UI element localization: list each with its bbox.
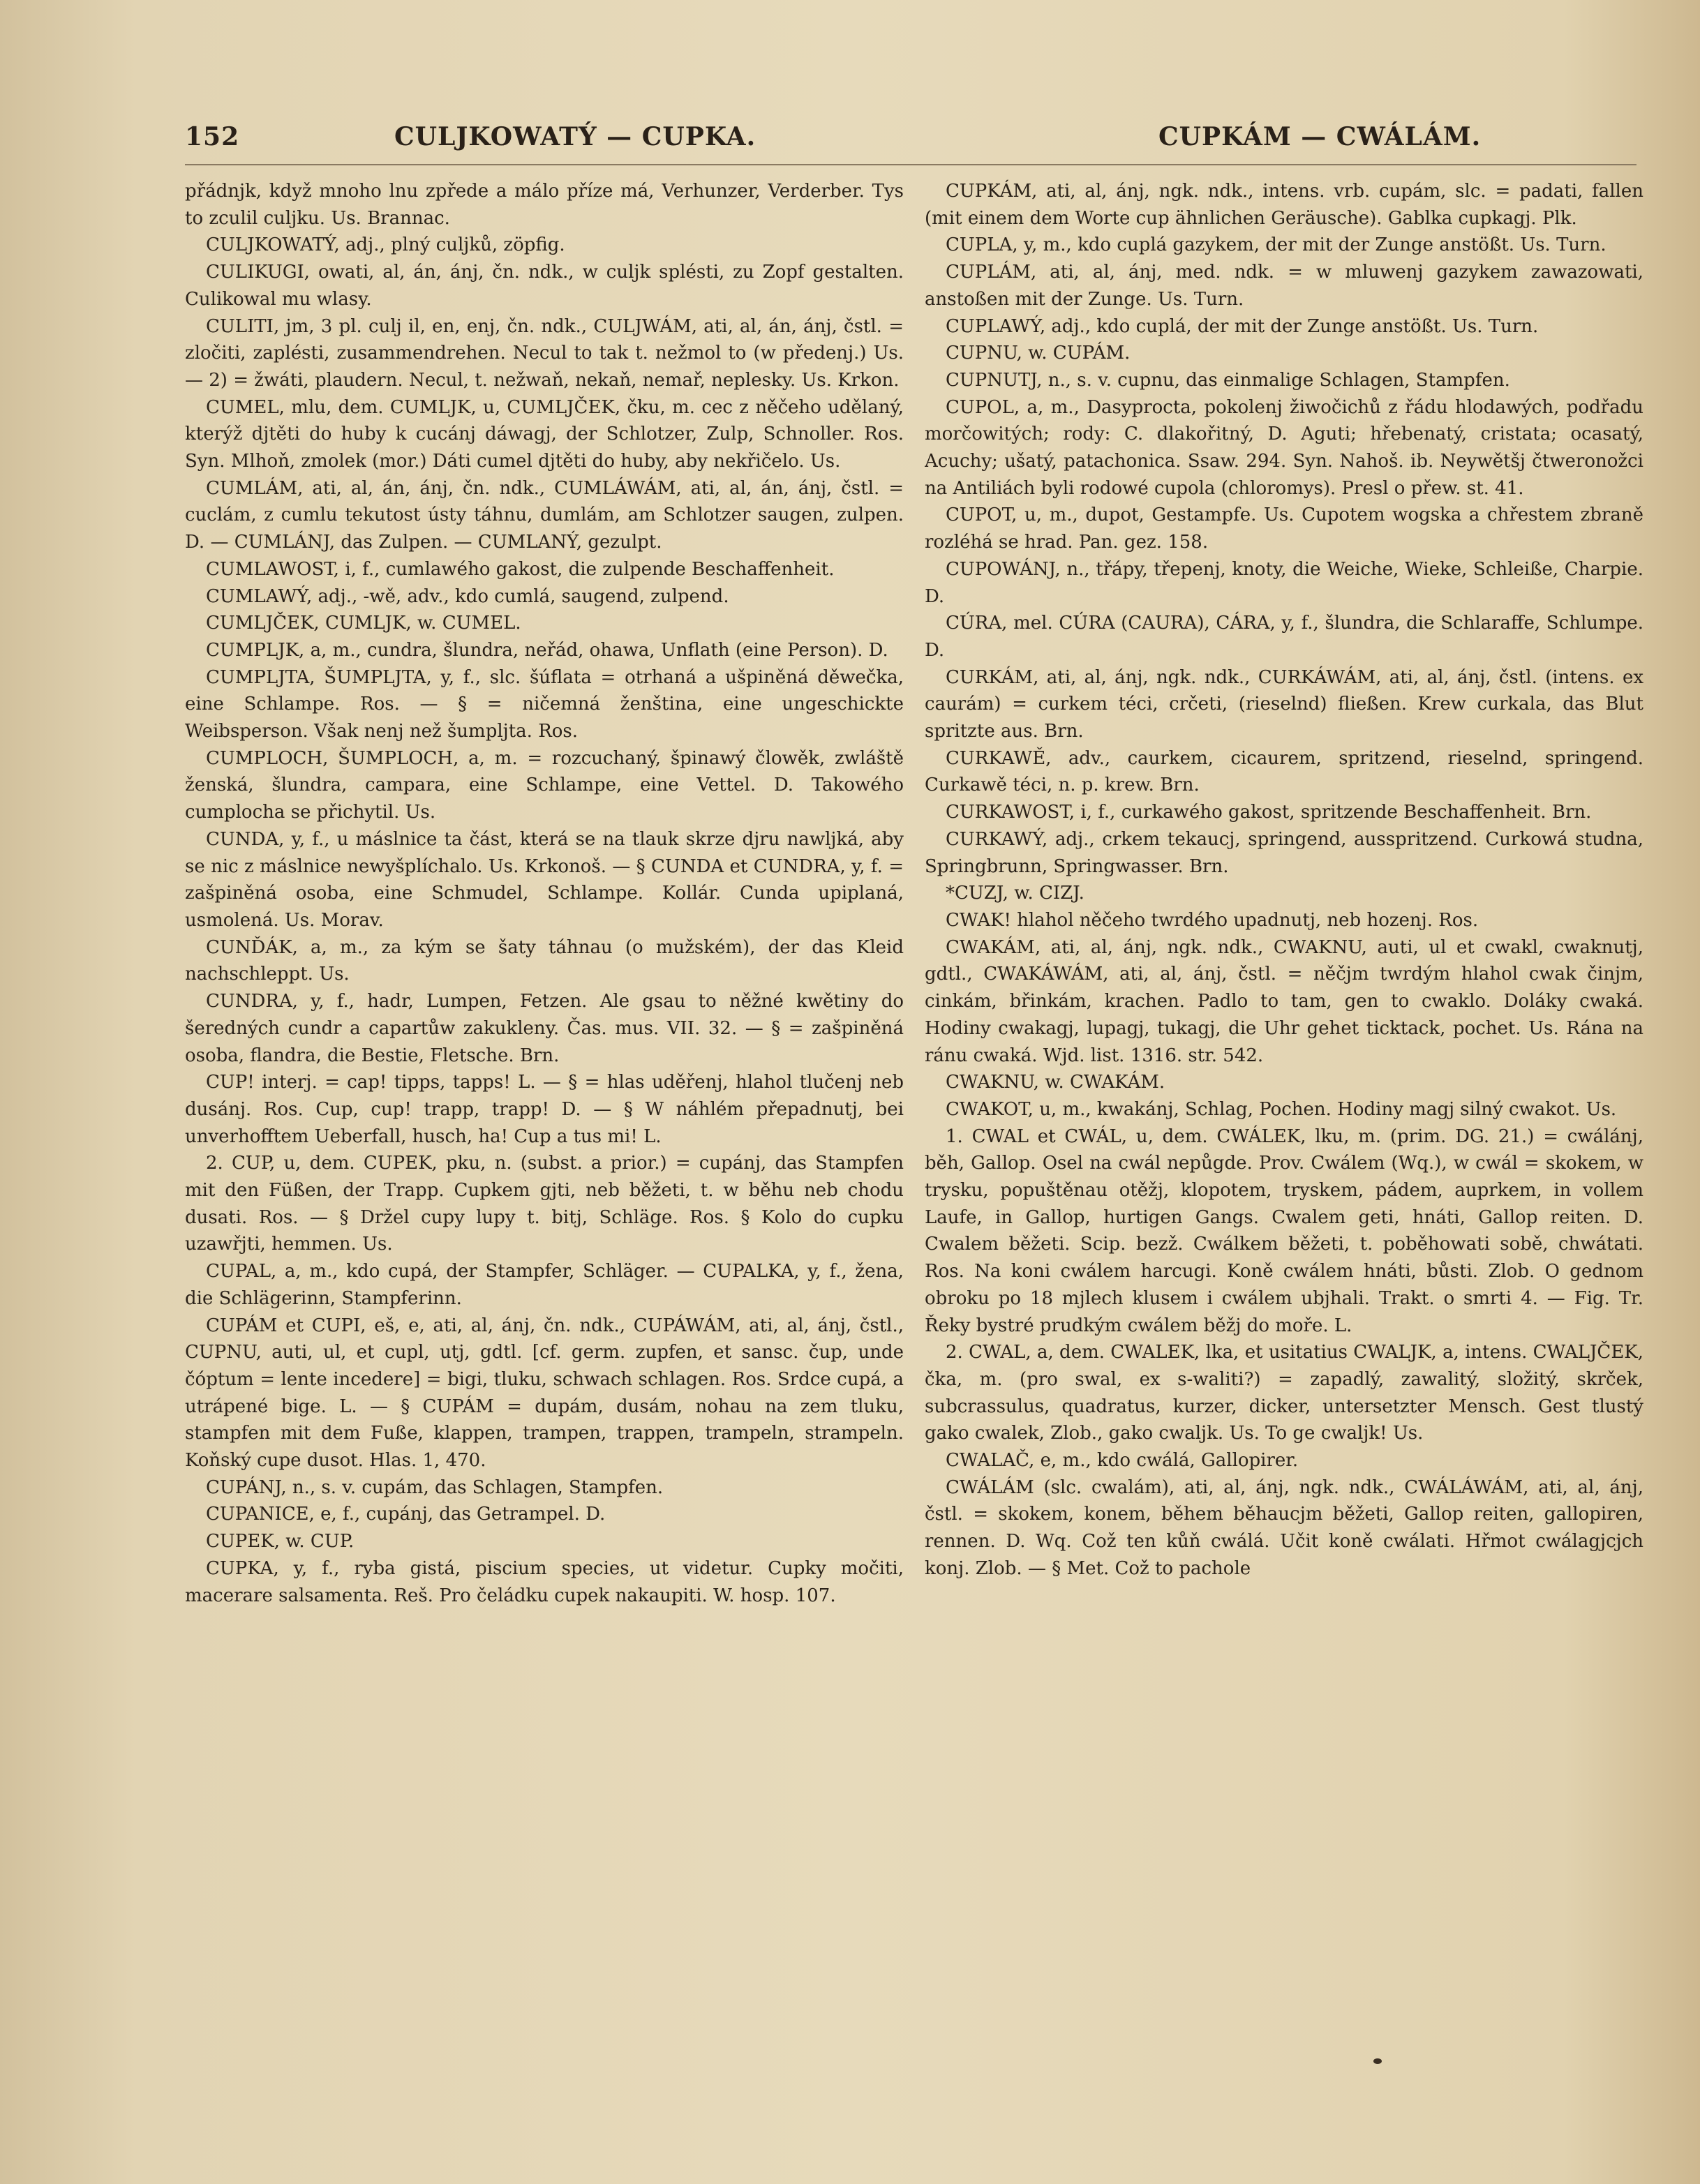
page-number: 152 bbox=[185, 122, 240, 151]
entry-paragraph: CUMPLJK, a, m., cundra, šlundra, neřád, ohawa, Unflath (eine Person). D. bbox=[206, 639, 888, 661]
entry-paragraph: přádnjk, když mnoho lnu zpřede a málo příze má, Verhunzer, Verderber. Tys to zculil culjku. Us. Brannac. bbox=[185, 181, 904, 229]
left-running-title: CULJKOWATÝ — CUPKA. bbox=[394, 122, 756, 151]
entry-paragraph: CWÁLÁM (slc. cwalám), ati, al, ánj, ngk. ndk., CWÁLÁWÁM, ati, al, ánj, čstl. = skokem, konem, během běhaucjm běžeti, Gallop reiten, gallopiren, rennen. D. Wq. Což ten kůň cwálá. Učit koně cwálati. Hřmot cwálagjcjch konj. Zlob. — § Met. Což to pachole bbox=[925, 1476, 1643, 1579]
entry-paragraph: CUPNU, w. CUPÁM. bbox=[946, 343, 1131, 364]
entry-paragraph: CUNĎÁK, a, m., za kým se šaty táhnau (o mužském), der das Kleid nachschleppt. Us. bbox=[185, 936, 904, 985]
entry-paragraph: 1. CWAL et CWÁL, u, dem. CWÁLEK, lku, m. (prim. DG. 21.) = cwálánj, běh, Gallop. Osel na cwál nepůgde. Prov. Cwálem (Wq.), w cwál = skokem, w trysku, popuštěnau otěžj, klopotem, tryskem, pádem, auprkem, in vollem Laufe, in Gallop, hurtigen Gangs. Cwalem geti, hnáti, Gallop reiten. D. Cwalem běžeti. Scip. bezž. Cwálkem běžeti, t. poběhowati sobě, chwátati. Ros. Na koni cwálem harcugi. Koně cwálem hnáti, bůsti. Zlob. O gednom obroku po 18 mjlech klusem i cwálem ubjhali. Trakt. o smrti 4. — Fig. Tr. Řeky bystré prudkým cwálem běžj do moře. L. bbox=[925, 1125, 1643, 1336]
entry-paragraph: CUP! interj. = cap! tipps, tapps! L. — § = hlas uděřenj, hlahol tlučenj neb dusánj. Ros. Cup, cup! trapp, trapp! D. — § W náhlém přepadnutj, bei unverhofftem Ueberfall, husch, ha! Cup a tus mi! L. bbox=[185, 1072, 904, 1147]
entry-paragraph: 2. CUP, u, dem. CUPEK, pku, n. (subst. a prior.) = cupánj, das Stampfen mit den Füßen, der Trapp. Cupkem gjti, neb běžeti, t. w běhu neb chodu dusati. Ros. — § Držel cupy lupy t. bitj, Schläge. Ros. § Kolo do cupku uzawřjti, hemmen. Us. bbox=[185, 1153, 904, 1255]
entry-paragraph: *CUZJ, w. CIZJ. bbox=[946, 883, 1084, 904]
entry-paragraph: CWAK! hlahol něčeho twrdého upadnutj, neb hozenj. Ros. bbox=[946, 909, 1479, 931]
entry-paragraph: CUMLÁM, ati, al, án, ánj, čn. ndk., CUMLÁWÁM, ati, al, án, ánj, čstl. = cuclám, z cumlu tekutost ústy táhnu, dumlám, am Schlotzer saugen, zulpen. D. — CUMLÁNJ, das Zulpen. — CUMLANÝ, gezulpt. bbox=[185, 477, 904, 553]
entry-paragraph: CUMLAWÝ, adj., -wě, adv., kdo cumlá, saugend, zulpend. bbox=[206, 585, 729, 607]
entry-paragraph: CUPLÁM, ati, al, ánj, med. ndk. = w mluwenj gazykem zawazowati, anstoßen mit der Zunge. Us. Turn. bbox=[925, 262, 1643, 310]
entry-paragraph: CUMLJČEK, CUMLJK, w. CUMEL. bbox=[206, 613, 521, 634]
entry-paragraph: CUMEL, mlu, dem. CUMLJK, u, CUMLJČEK, čku, m. cec z něčeho udělaný, kterýž djtěti do huby k cucánj dáwagj, der Schlotzer, Zulp, Schnoller. Ros. Syn. Mlhoň, zmolek (mor.) Dáti cumel djtěti do huby, aby nekřičelo. Us. bbox=[185, 396, 904, 472]
entry-paragraph: CUPANICE, e, f., cupánj, das Getrampel. D. bbox=[206, 1504, 606, 1525]
entry-paragraph: CUPOL, a, m., Dasyprocta, pokolenj žiwočichů z řádu hlodawých, podřadu morčowitých; rody: C. dlakořitný, D. Aguti; hřebenatý, cristata; ocasatý, Acuchy; ušatý, patachonica. Ssaw. 294. Syn. Nahoš. ib. Neywětšj čtweronožci na Antiliách byli rodowé cupola (chloromys). Presl o přew. st. 41. bbox=[925, 396, 1643, 499]
entry-paragraph: CUPLAWÝ, adj., kdo cuplá, der mit der Zunge anstößt. Us. Turn. bbox=[946, 315, 1539, 337]
entry-paragraph: CURKAWÝ, adj., crkem tekaucj, springend, ausspritzend. Curkowá studna, Springbrunn, Springwasser. Brn. bbox=[925, 828, 1643, 877]
entry-paragraph: CUPOT, u, m., dupot, Gestampfe. Us. Cupotem wogska a chřestem zbraně rozléhá se hrad. Pan. gez. 158. bbox=[925, 504, 1643, 553]
right-column bbox=[925, 178, 1643, 2076]
entry-paragraph: CÚRA, mel. CÚRA (CAURA), CÁRA, y, f., šlundra, die Schlaraffe, Schlumpe. D. bbox=[925, 613, 1643, 661]
entry-paragraph: 2. CWAL, a, dem. CWALEK, lka, et usitatius CWALJK, a, intens. CWALJČEK, čka, m. (pro swal, ex s-waliti?) = zapadlý, zawalitý, složitý, skrček, subcrassulus, quadratus, kurzer, dicker, untersetzter Mensch. Gest tlustý gako cwalek, Zlob., gako cwaljk. Us. To ge cwaljk! Us. bbox=[925, 1342, 1643, 1444]
entry-paragraph: CUMPLOCH, ŠUMPLOCH, a, m. = rozcuchaný, špinawý člowěk, zwláště ženská, šlundra, campara, eine Schlampe, eine Vettel. D. Takowého cumplocha se přichytil. Us. bbox=[185, 747, 904, 823]
entry-paragraph: CUPKÁM, ati, al, ánj, ngk. ndk., intens. vrb. cupám, slc. = padati, fallen (mit einem dem Worte cup ähnlichen Geräusche). Gablka cupkagj. Plk. bbox=[925, 181, 1643, 229]
entry-paragraph: CULITI, jm, 3 pl. culj il, en, enj, čn. ndk., CULJWÁM, ati, al, án, ánj, čstl. = zločiti, zaplésti, zusammendrehen. Necul to tak t. nežmol to (w předenj.) Us. — 2) = žwáti, plaudern. Necul, t. nežwaň, nekaň, nemař, neplesky. Us. Krkon. bbox=[185, 315, 904, 391]
running-header bbox=[185, 122, 1636, 164]
entry-paragraph: CUPAL, a, m., kdo cupá, der Stampfer, Schläger. — CUPALKA, y, f., žena, die Schlägerinn, Stampferinn. bbox=[185, 1261, 904, 1309]
entry-paragraph: CWALAČ, e, m., kdo cwálá, Gallopirer. bbox=[946, 1450, 1299, 1472]
entry-paragraph: CUPÁNJ, n., s. v. cupám, das Schlagen, Stampfen. bbox=[206, 1476, 664, 1498]
entry-paragraph: CURKAWĚ, adv., caurkem, cicaurem, spritzend, rieselnd, springend. Curkawě téci, n. p. krew. Brn. bbox=[925, 747, 1643, 796]
entry-paragraph: CUPEK, w. CUP. bbox=[206, 1531, 355, 1553]
entry-paragraph: CWAKOT, u, m., kwakánj, Schlag, Pochen. Hodiny magj silný cwakot. Us. bbox=[946, 1098, 1617, 1120]
entry-paragraph: CUPNUTJ, n., s. v. cupnu, das einmalige Schlagen, Stampfen. bbox=[946, 369, 1510, 391]
entry-paragraph: CURKÁM, ati, al, ánj, ngk. ndk., CURKÁWÁM, ati, al, ánj, čstl. (intens. ex caurám) = curkem téci, crčeti, (rieselnd) fließen. Krew curkala, das Blut spritzte aus. Brn. bbox=[925, 666, 1643, 742]
entry-paragraph: CUPOWÁNJ, n., třápy, třepenj, knoty, die Weiche, Wieke, Schleiße, Charpie. D. bbox=[925, 558, 1643, 607]
entry-paragraph: CURKAWOST, i, f., curkawého gakost, spritzende Beschaffenheit. Brn. bbox=[946, 802, 1592, 823]
entry-paragraph: CUMLAWOST, i, f., cumlawého gakost, die zulpende Beschaffenheit. bbox=[206, 558, 835, 580]
left-column bbox=[185, 178, 904, 2076]
entry-paragraph: CUPLA, y, m., kdo cuplá gazykem, der mit der Zunge anstößt. Us. Turn. bbox=[946, 234, 1606, 256]
entry-paragraph: CUNDRA, y, f., hadr, Lumpen, Fetzen. Ale gsau to něžné kwětiny do šeredných cundr a capartůw zakukleny. Čas. mus. VII. 32. — § = zašpiněná osoba, flandra, die Bestie, Fletsche. Brn. bbox=[185, 991, 904, 1066]
entry-paragraph: CUPKA, y, f., ryba gistá, piscium species, ut videtur. Cupky močiti, macerare salsamenta. Reš. Pro čeládku cupek nakaupiti. W. hosp. 107. bbox=[185, 1557, 904, 1606]
entry-paragraph: CULJKOWATÝ, adj., plný culjků, zöpfig. bbox=[206, 234, 565, 256]
entry-paragraph: CULIKUGI, owati, al, án, ánj, čn. ndk., w culjk splésti, zu Zopf gestalten. Culikowal mu wlasy. bbox=[185, 262, 904, 310]
entry-paragraph: CWAKÁM, ati, al, ánj, ngk. ndk., CWAKNU, auti, ul et cwakl, cwaknutj, gdtl., CWAKÁWÁM, ati, al, ánj, čstl. = něčjm twrdým hlahol cwak činjm, cinkám, břinkám, krachen. Padlo to tam, gen to cwaklo. Doláky cwaká. Hodiny cwakagj, lupagj, tukagj, die Uhr gehet ticktack, pochet. Us. Rána na ránu cwaká. Wjd. list. 1316. str. 542. bbox=[925, 936, 1643, 1066]
entry-paragraph: CWAKNU, w. CWAKÁM. bbox=[946, 1072, 1165, 1093]
entry-paragraph: CUNDA, y, f., u máslnice ta část, která se na tlauk skrze djru nawljká, aby se nic z máslnice newyšplíchalo. Us. Krkonoš. — § CUNDA et CUNDRA, y, f. = zašpiněná osoba, eine Schmudel, Schlampe. Kollár. Cunda upiplaná, usmolená. Us. Morav. bbox=[185, 828, 904, 931]
ink-blot bbox=[1373, 2058, 1382, 2064]
entry-paragraph: CUPÁM et CUPI, eš, e, ati, al, ánj, čn. ndk., CUPÁWÁM, ati, al, ánj, čstl., CUPNU, auti, ul, et cupl, utj, gdtl. [cf. germ. zupfen, et sansc. čup, unde čóptum = lente incedere] = bigi, tluku, schwach schlagen. Ros. Srdce cupá, a utrápené bige. L. — § CUPÁM = dupám, dusám, nohau na zem tluku, stampfen mit dem Fuße, klappen, trampen, trappen, trampeln, strampeln. Koňský cupe dusot. Hlas. 1, 470. bbox=[185, 1315, 904, 1472]
entry-paragraph: CUMPLJTA, ŠUMPLJTA, y, f., slc. šúflata = otrhaná a ušpiněná děwečka, eine Schlampe. Ros. — § = ničemná ženština, eine ungeschickte Weibsperson. Však nenj než šumpljta. Ros. bbox=[185, 666, 904, 742]
header-rule bbox=[185, 164, 1636, 165]
right-running-title: CUPKÁM — CWÁLÁM. bbox=[1158, 122, 1482, 151]
